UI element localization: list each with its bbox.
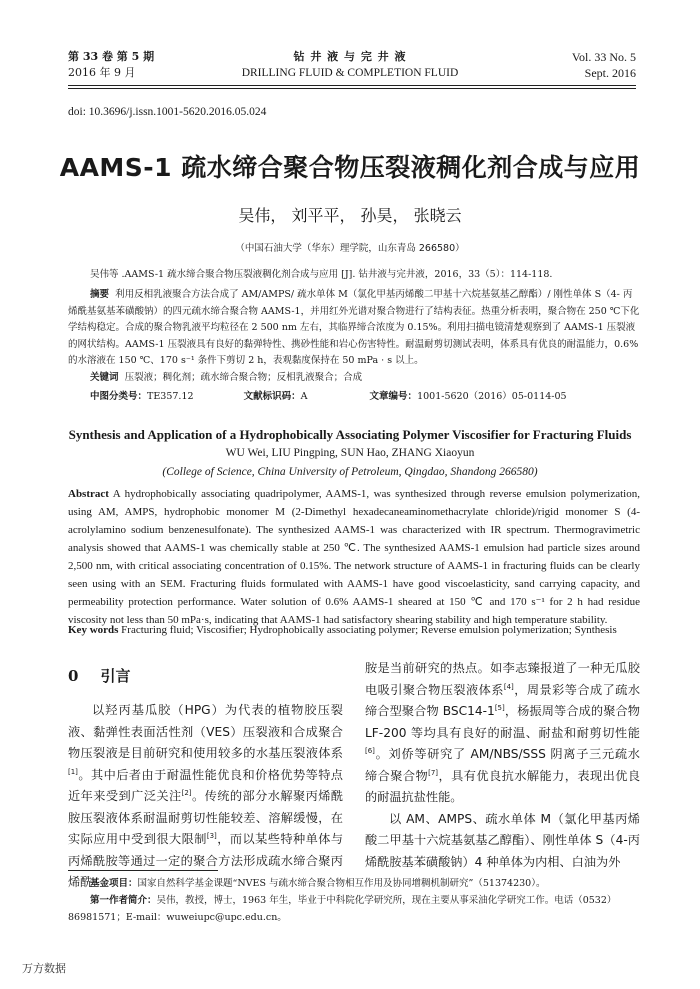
keywords-en-text: Fracturing fluid; Viscosifier; Hydrophobically associating polymer; Reverse emulsion polymerization; Synthesis [121, 624, 617, 636]
header-rule-top [68, 85, 636, 86]
footnote-rule [68, 870, 218, 871]
classification-line [90, 388, 640, 402]
watermark: 万方数据 [22, 962, 66, 975]
header-date-en: Sept. 2016 [584, 66, 636, 80]
text-run: 胺是当前研究的热点。如李志臻报道了一种无瓜胶电吸引聚合物压裂液体系 [365, 661, 640, 697]
keywords-cn-label: 关键词 [90, 372, 119, 383]
header-journal-cn: 钻 井 液 与 完 井 液 [293, 50, 407, 63]
text-run: ，杨振周等合成的聚合物 LF-200 等均具有良好的耐温、耐盐和耐剪切性能 [365, 704, 640, 740]
section-number: 0 [68, 667, 79, 685]
footnote [68, 875, 640, 926]
text-run: ，周景彩等合成了疏水缔合型聚合物 BSC14-1 [365, 682, 641, 718]
abstract-cn [68, 287, 640, 370]
citation-ref[interactable]: [6] [365, 746, 375, 755]
author-note-label: 第一作者简介： [90, 895, 157, 906]
text-run: ，具有优良抗水解能力，表现出优良的耐温抗盐性能。 [365, 768, 641, 804]
text-run: ，而以某些特种单体与丙烯酰胺等通过一定的聚合方法形成疏水缔合聚丙烯酰 [68, 832, 344, 889]
keywords-cn [90, 370, 640, 387]
intro-paragraph-1 [68, 700, 343, 894]
article-no-value: 1001-5620（2016）05-0114-05 [417, 391, 567, 402]
abstract-cn-text: 利用反相乳液聚合方法合成了 AM/AMPS/ 疏水单体 M（氯化甲基丙烯酸二甲基十六烷基氨基乙醇酯）/ 刚性单体 S（4- 丙烯酰基氨基苯磺酸钠）的四元疏水缔合聚合物 AAMS-1，并用红外光谱对聚合物进行了结构表征。热重分析表明，聚合物在 250 ℃下化学结构稳定。合成的聚合物乳液平均粒径在 2 500 nm 左右，其临界缔合浓度为 0.15%。利用扫描电镜清楚观察到了 AAMS-1 压裂液的网状结构。AAMS-1 压裂液具有良好的黏弹特性、携砂性能和岩心伤害特性。耐温耐剪切测试表明，体系具有优良的耐温能力，0.6% 的水溶液在 150 ℃、170 s⁻¹ 条件下剪切 2 h，表观黏度保持在 50 mPa · s 以上。 [68, 289, 640, 366]
article-no-label: 文章编号： [369, 391, 418, 402]
citation-cn: 吴伟等 .AAMS-1 疏水缔合聚合物压裂液稠化剂合成与应用 [J]. 钻井液与完井液，2016，33（5）：114-118. [90, 269, 553, 280]
body-column-left [68, 658, 343, 894]
citation-ref[interactable]: [2] [181, 788, 192, 797]
article-title-cn: AAMS-1 疏水缔合聚合物压裂液稠化剂合成与应用 [59, 153, 641, 182]
abstract-en-text: A hydrophobically associating quadripolymer, AAMS-1, was synthesized through reverse emulsion polymerization, using AM, AMPS, hydrophobic monomer M (2-Dimethyl hexadecaneaminomethacrylate chloride)/rigid monomer S (4-acrolylamino sodium benzenesulfonate). The synthesized AAMS-1 was characterized with IR spectrum. Thermogravimetric analysis showed that AAMS-1 was chemically stable at 250 ℃. The synthesized AAMS-1 emulsion had particle sizes around 2,500 nm, with critical associating concentration of 0.15%. The network structure of AAMS-1 in fracturing fluids can be clearly seen using with an SEM. Fracturing fluids formulated with AAMS-1 have good viscoelasticity, sand carrying capacity, and permeability protection performance. Water solution of 0.6% AAMS-1 sheared at 150 ℃ and 170 s⁻¹ for 2 h had residue viscosity not less than 50 mPa·s, indicating that AAMS-1 had satisfactory shearing stability and high temperature stability. [68, 488, 640, 626]
citation-ref[interactable]: [7] [428, 768, 439, 777]
abstract-en-label: Abstract [68, 488, 109, 500]
abstract-en [68, 485, 640, 629]
authors-en: WU Wei, LIU Pingping, SUN Hao, ZHANG Xiaoyun [225, 447, 475, 459]
header-journal-en: DRILLING FLUID & COMPLETION FLUID [241, 67, 459, 79]
header-date-cn: 2016 年 9 月 [68, 66, 136, 79]
body-column-right [365, 658, 640, 873]
funding-text: 国家自然科学基金课题“NVES 与疏水缔合聚合物相互作用及协同增稠机制研究”（51374230）。 [137, 878, 546, 889]
abstract-cn-label: 摘要 [90, 289, 110, 300]
affiliation-en: (College of Science, China University of Petroleum, Qingdao, Shandong 266580) [162, 466, 538, 478]
authors-cn: 吴伟， 刘平平， 孙昊， 张晓云 [238, 206, 462, 225]
affiliation-cn: （中国石油大学（华东）理学院，山东青岛 266580） [235, 243, 465, 254]
article-title-en: Synthesis and Application of a Hydrophobically Associating Polymer Viscosifier for Fracturing Fluids [68, 427, 632, 442]
clc-value: TE357.12 [147, 391, 194, 402]
header-volume-cn: 第 33 卷 第 5 期 [68, 50, 155, 63]
keywords-en [68, 623, 640, 637]
citation-ref[interactable]: [1] [68, 767, 78, 776]
doc-code-label: 文献标识码： [243, 391, 301, 402]
intro-paragraph-1-cont [365, 658, 640, 809]
section-heading [68, 664, 343, 688]
keywords-en-label: Key words [68, 624, 119, 636]
keywords-cn-text: 压裂液；稠化剂；疏水缔合聚合物；反相乳液聚合；合成 [124, 372, 363, 383]
text-run: 。刘侨等研究了 AM/NBS/SSS 阴离子三元疏水缔合聚合物 [365, 747, 640, 783]
author-note-text: 吴伟，教授，博士，1963 年生，毕业于中科院化学研究所，现在主要从事采油化学研究工作。电话（0532）86981571；E-mail：wuweiupc@upc.edu.cn。 [68, 895, 617, 923]
citation-ref[interactable]: [3] [206, 831, 217, 840]
citation-ref[interactable]: [5] [494, 703, 505, 712]
text-run: 。传统的部分水解聚丙烯酰胺压裂液体系耐温耐剪切性能较差、溶解缓慢，在实际应用中受到很大限制 [68, 789, 344, 846]
doc-code-value: A [300, 391, 308, 402]
funding-note [68, 875, 640, 892]
text-run: 。其中后者由于耐温性能优良和价格优势等特点近年来受到广泛关注 [68, 767, 343, 803]
author-note [68, 892, 640, 926]
header-rule-bottom [68, 88, 636, 89]
text-run: 以羟丙基瓜胶（HPG）为代表的植物胶压裂液、黏弹性表面活性剂（VES）压裂液和合成聚合物压裂液是目前研究和使用较多的水基压裂液体系 [68, 703, 343, 760]
clc-label: 中图分类号： [90, 391, 148, 402]
section-title: 引言 [100, 667, 131, 685]
funding-label: 基金项目： [90, 878, 138, 889]
intro-paragraph-2: 以 AM、AMPS、疏水单体 M（氯化甲基丙烯酸二甲基十六烷基氨基乙醇酯）、刚性单体 S（4-丙烯酰胺基苯磺酸钠）4 种单体为内相、白油为外 [365, 811, 640, 869]
doi[interactable]: doi: 10.3696/j.issn.1001-5620.2016.05.024 [68, 106, 267, 118]
header-volume-en: Vol. 33 No. 5 [571, 50, 636, 64]
citation-ref[interactable]: [4] [503, 682, 514, 691]
